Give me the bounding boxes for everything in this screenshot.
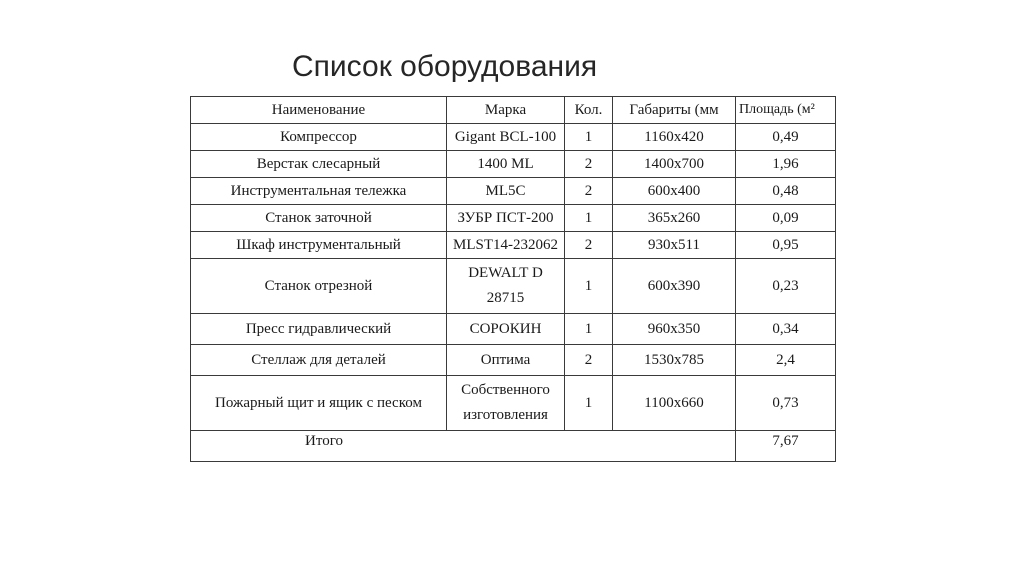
header-name: Наименование xyxy=(191,97,447,124)
cell-area: 0,09 xyxy=(736,205,836,232)
header-dimensions: Габариты (мм xyxy=(613,97,736,124)
header-area: Площадь (м² xyxy=(736,97,836,124)
cell-dimensions: 1160х420 xyxy=(613,124,736,151)
cell-quantity: 1 xyxy=(565,376,613,431)
cell-brand: MLST14-232062 xyxy=(447,232,565,259)
cell-quantity: 1 xyxy=(565,205,613,232)
cell-name: Стеллаж для деталей xyxy=(191,345,447,376)
table-row xyxy=(191,124,836,151)
cell-dimensions: 1100х660 xyxy=(613,376,736,431)
cell-area: 0,49 xyxy=(736,124,836,151)
table-row xyxy=(191,178,836,205)
cell-brand: ML5C xyxy=(447,178,565,205)
cell-brand: Gigant BCL-100 xyxy=(447,124,565,151)
cell-name: Пресс гидравлический xyxy=(191,314,447,345)
cell-area: 2,4 xyxy=(736,345,836,376)
cell-name: Станок отрезной xyxy=(191,259,447,314)
cell-quantity: 2 xyxy=(565,178,613,205)
cell-area: 0,23 xyxy=(736,259,836,314)
cell-quantity: 2 xyxy=(565,345,613,376)
total-value: 7,67 xyxy=(736,431,836,462)
table-row xyxy=(191,232,836,259)
cell-dimensions: 365х260 xyxy=(613,205,736,232)
cell-dimensions: 930х511 xyxy=(613,232,736,259)
cell-brand: СОРОКИН xyxy=(447,314,565,345)
total-row xyxy=(191,431,836,462)
header-quantity: Кол. xyxy=(565,97,613,124)
cell-name: Шкаф инструментальный xyxy=(191,232,447,259)
table-row xyxy=(191,151,836,178)
cell-brand: Оптима xyxy=(447,345,565,376)
cell-dimensions: 600х400 xyxy=(613,178,736,205)
cell-name: Пожарный щит и ящик с песком xyxy=(191,376,447,431)
cell-brand: Собственного изготовления xyxy=(447,376,565,431)
total-label: Итого xyxy=(191,431,736,462)
table-row xyxy=(191,205,836,232)
cell-name: Инструментальная тележка xyxy=(191,178,447,205)
cell-dimensions: 600х390 xyxy=(613,259,736,314)
header-brand: Марка xyxy=(447,97,565,124)
cell-quantity: 2 xyxy=(565,232,613,259)
table-row xyxy=(191,259,836,314)
cell-area: 0,73 xyxy=(736,376,836,431)
cell-area: 1,96 xyxy=(736,151,836,178)
cell-dimensions: 960х350 xyxy=(613,314,736,345)
slide-title: Список оборудования xyxy=(292,50,598,83)
cell-quantity: 1 xyxy=(565,124,613,151)
cell-dimensions: 1530х785 xyxy=(613,345,736,376)
cell-brand: ЗУБР ПСТ-200 xyxy=(447,205,565,232)
cell-brand: 1400 ML xyxy=(447,151,565,178)
cell-quantity: 2 xyxy=(565,151,613,178)
cell-name: Верстак слесарный xyxy=(191,151,447,178)
cell-name: Станок заточной xyxy=(191,205,447,232)
table-header-row xyxy=(191,97,836,124)
table-row xyxy=(191,345,836,376)
table-row xyxy=(191,376,836,431)
cell-name: Компрессор xyxy=(191,124,447,151)
cell-quantity: 1 xyxy=(565,314,613,345)
cell-quantity: 1 xyxy=(565,259,613,314)
cell-area: 0,34 xyxy=(736,314,836,345)
cell-area: 0,95 xyxy=(736,232,836,259)
cell-area: 0,48 xyxy=(736,178,836,205)
cell-dimensions: 1400х700 xyxy=(613,151,736,178)
equipment-table xyxy=(190,96,836,462)
table-row xyxy=(191,314,836,345)
cell-brand: DEWALT D 28715 xyxy=(447,259,565,314)
